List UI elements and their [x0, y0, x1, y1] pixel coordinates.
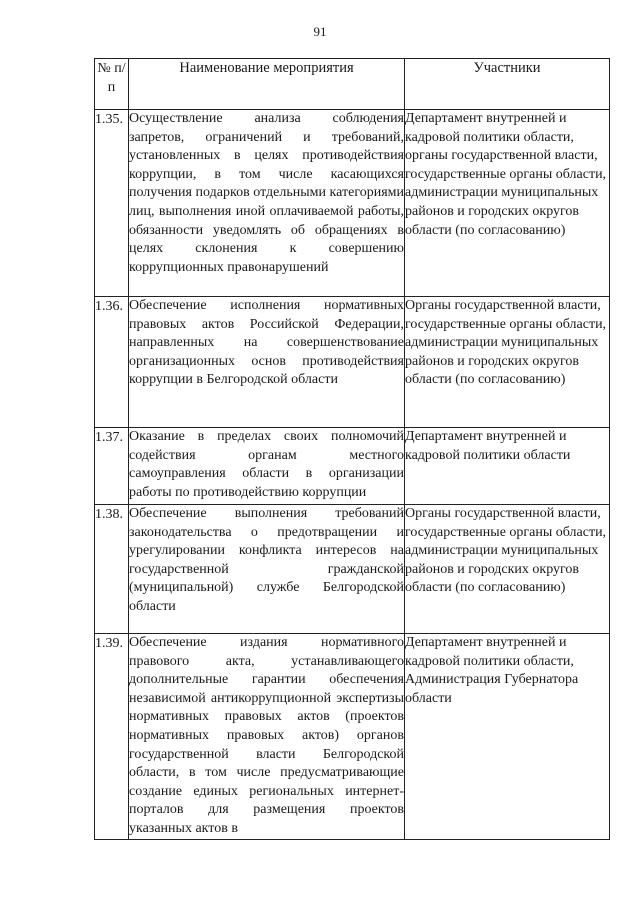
table-header-row — [95, 59, 610, 110]
page-number: 91 — [313, 24, 327, 39]
table-row — [95, 505, 610, 634]
row-number: 1.36. — [95, 297, 129, 428]
header-name: Наименование мероприятия — [129, 59, 405, 110]
measures-table — [94, 58, 610, 840]
row-number: 1.38. — [95, 505, 129, 634]
measure-participants: Департамент внутренней и кадровой политики области, Администрация Губернатора области — [405, 634, 610, 840]
table-row — [95, 110, 610, 297]
table-row — [95, 428, 610, 505]
row-number: 1.35. — [95, 110, 129, 297]
header-num: № п/п — [95, 59, 129, 110]
measure-participants: Органы государственной власти, государственные органы области, администрации муниципальных районов и городских округов области (по согласованию) — [405, 297, 610, 428]
measure-name: Обеспечение исполнения нормативных правовых актов Российской Федерации, направленных на совершенствование организационных основ противодействия коррупции в Белгородской области — [129, 297, 405, 428]
row-number: 1.39. — [95, 634, 129, 840]
measure-name: Осуществление анализа соблюдения запретов, ограничений и требований, установленных в целях противодействия коррупции, в том числе касающихся получения подарков отдельными категориями лиц, выполнения иной оплачиваемой работы, обязанности уведомлять об обращениях в целях склонения к совершению коррупционных правонарушений — [129, 110, 405, 297]
measure-participants: Органы государственной власти, государственные органы области, администрации муниципальных районов и городских округов области (по согласованию) — [405, 505, 610, 634]
measure-name: Оказание в пределах своих полномочий содействия органам местного самоуправления области в организации работы по противодействию коррупции — [129, 428, 405, 505]
row-number: 1.37. — [95, 428, 129, 505]
measure-name: Обеспечение издания нормативного правового акта, устанавливающего дополнительные гарантии обеспечения независимой антикоррупционной экспертизы нормативных правовых актов (проектов нормативных правовых актов) органов государственной власти Белгородской области, в том числе предусматривающие создание единых региональных интернет-порталов для размещения проектов указанных актов в — [129, 634, 405, 840]
header-participants: Участники — [405, 59, 610, 110]
table-row — [95, 297, 610, 428]
measure-participants: Департамент внутренней и кадровой политики области — [405, 428, 610, 505]
measure-participants: Департамент внутренней и кадровой политики области, органы государственной власти, государственные органы области, администрации муниципальных районов и городских округов области (по согласованию) — [405, 110, 610, 297]
table-row — [95, 634, 610, 840]
measure-name: Обеспечение выполнения требований законодательства о предотвращении и урегулировании конфликта интересов на государственной гражданской (муниципальной) службе Белгородской области — [129, 505, 405, 634]
